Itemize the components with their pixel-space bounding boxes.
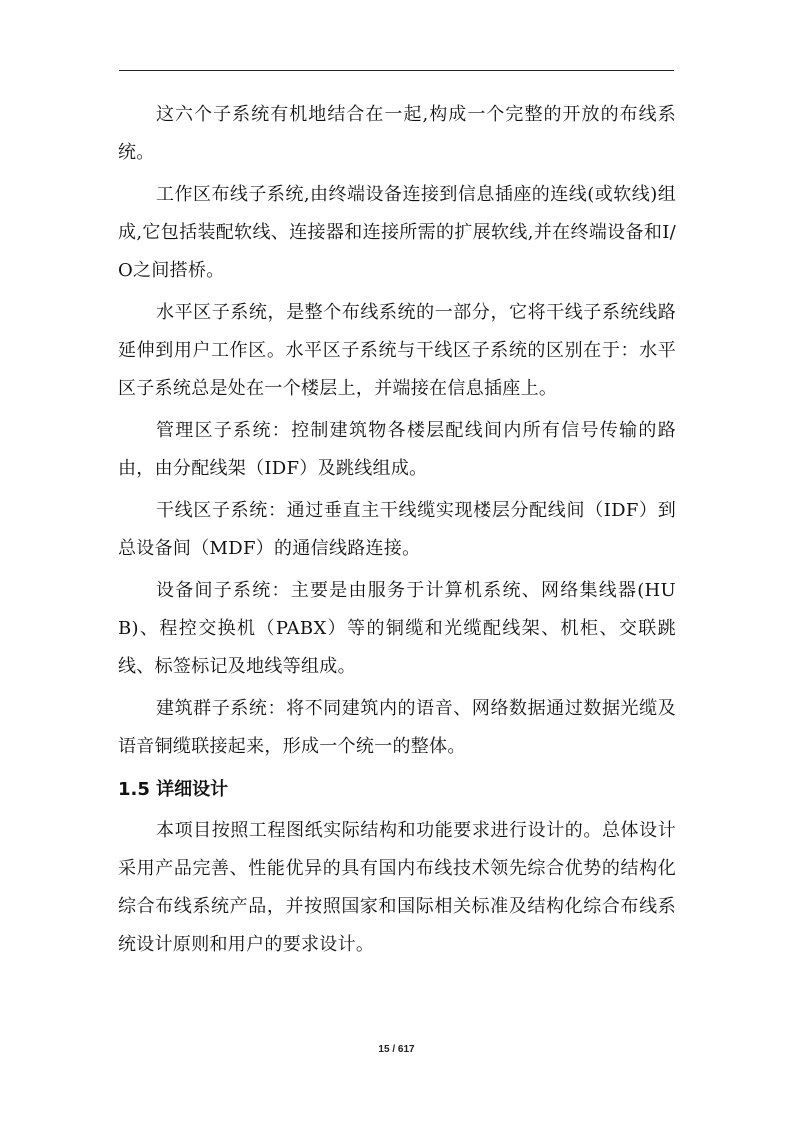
page-number: 15 / 617 (378, 1044, 415, 1055)
page-body (118, 96, 676, 968)
paragraph: 建筑群子系统：将不同建筑内的语音、网络数据通过数据光缆及语音铜缆联接起来，形成一个统一的整体。 (118, 698, 676, 757)
paragraph: 设备间子系统：主要是由服务于计算机系统、网络集线器(HUB)、程控交换机（PABX）等的铜缆和光缆配线架、机柜、交联跳线、标签标记及地线等组成。 (118, 580, 676, 677)
paragraph: 工作区布线子系统,由终端设备连接到信息插座的连线(或软线)组成,它包括装配软线、连接器和连接所需的扩展软线,并在终端设备和I/O之间搭桥。 (118, 184, 676, 281)
paragraph: 本项目按照工程图纸实际结构和功能要求进行设计的。总体设计采用产品完善、性能优异的具有国内布线技术领先综合优势的结构化综合布线系统产品，并按照国家和国际相关标准及结构化综合布线系统设计原则和用户的要求设计。 (118, 820, 676, 955)
paragraph: 这六个子系统有机地结合在一起,构成一个完整的开放的布线系统。 (118, 104, 676, 163)
header-rule (119, 70, 674, 71)
paragraph: 水平区子系统，是整个布线系统的一部分，它将干线子系统线路延伸到用户工作区。水平区子系统与干线区子系统的区别在于：水平区子系统总是处在一个楼层上，并端接在信息插座上。 (118, 302, 676, 399)
paragraph: 干线区子系统：通过垂直主干线缆实现楼层分配线间（IDF）到总设备间（MDF）的通信线路连接。 (118, 500, 676, 559)
paragraph: 管理区子系统：控制建筑物各楼层配线间内所有信号传输的路由，由分配线架（IDF）及跳线组成。 (118, 420, 676, 479)
section-heading: 1.5 详细设计 (118, 779, 229, 800)
